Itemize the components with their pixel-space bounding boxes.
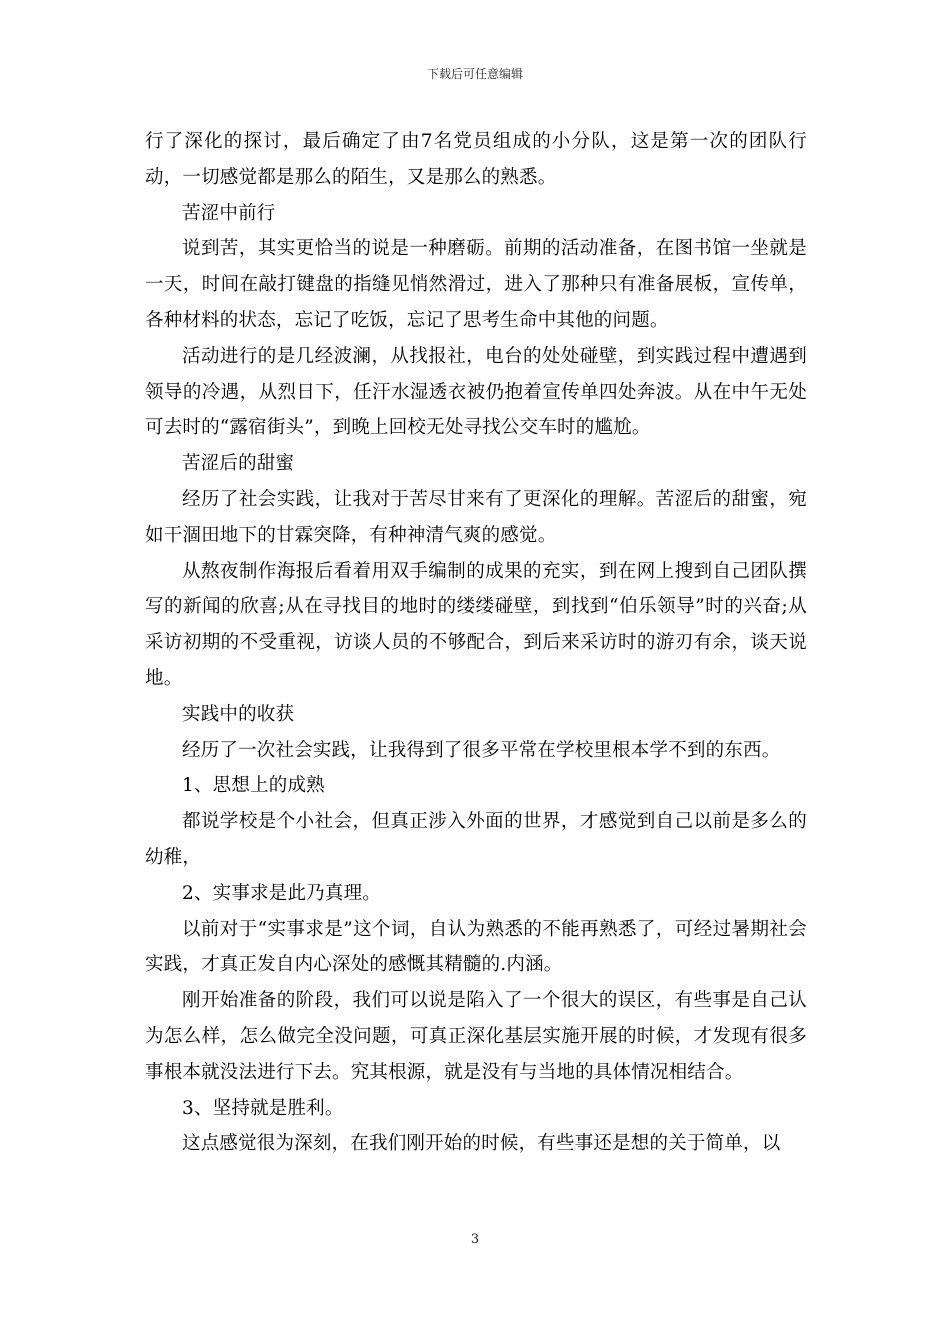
paragraph-14: 刚开始准备的阶段，我们可以说是陷入了一个很大的误区，有些事是自己认为怎么样，怎么做完全没问题，可真正深化基层实施开展的时候，才发现有很多事根本就没法进行下去。究其根源，就是没有与当地的具体情况相结合。 (145, 990, 807, 1083)
section-heading-hardship: 苦涩中前行 (182, 202, 276, 224)
page-header: 下载后可任意编辑 (426, 67, 523, 81)
paragraph-6: 经历了社会实践，让我对于苦尽甘来有了更深化的理解。苦涩后的甜蜜，宛如干涸田地下的甘霖突降，有种神清气爽的感觉。 (145, 488, 807, 546)
section-heading-gains: 实践中的收获 (182, 703, 295, 725)
paragraph-1: 行了深化的探讨，最后确定了由7名党员组成的小分队，这是第一次的团队行动，一切感觉都是那么的陌生，又是那么的熟悉。 (145, 131, 807, 188)
page-number: 3 (470, 1232, 480, 1247)
paragraph-9: 经历了一次社会实践，让我得到了很多平常在学校里根本学不到的东西。 (182, 739, 781, 761)
list-item-3-heading: 3、坚持就是胜利。 (182, 1097, 344, 1119)
document-body (145, 124, 807, 1162)
paragraph-3: 说到苦，其实更恰当的说是一种磨砺。前期的活动准备，在图书馆一坐就是一天，时间在敲打键盘的指缝见悄然滑过，进入了那种只有准备展板，宣传单，各种材料的状态，忘记了吃饭，忘记了思考生命中其他的问题。 (145, 238, 807, 331)
paragraph-4: 活动进行的是几经波澜，从找报社，电台的处处碰壁，到实践过程中遭遇到领导的冷遇，从烈日下，任汗水湿透衣被仍抱着宣传单四处奔波。从在中午无处可去时的“露宿街头”，到晚上回校无处寻找公交车时的尴尬。 (145, 345, 807, 439)
list-item-1-heading: 1、思想上的成熟 (182, 775, 325, 797)
section-heading-sweetness: 苦涩后的甜蜜 (182, 453, 295, 475)
paragraph-13: 以前对于“实事求是”这个词，自认为熟悉的不能再熟悉了，可经过暑期社会实践，才真正发自内心深处的感慨其精髓的.内涵。 (145, 918, 807, 976)
paragraph-11: 都说学校是个小社会，但真正涉入外面的世界，才感觉到自己以前是多么的幼稚， (145, 811, 807, 868)
paragraph-7: 从熬夜制作海报后看着用双手编制的成果的充实，到在网上搜到自己团队撰写的新闻的欣喜;从在寻找目的地时的缕缕碰壁，到找到“伯乐领导”时的兴奋;从采访初期的不受重视，访谈人员的不够配合，到后来采访时的游刃有余，谈天说地。 (145, 560, 807, 689)
list-item-2-heading: 2、实事求是此乃真理。 (182, 882, 381, 904)
paragraph-16: 这点感觉很为深刻，在我们刚开始的时候，有些事还是想的关于简单，以 (182, 1133, 781, 1155)
